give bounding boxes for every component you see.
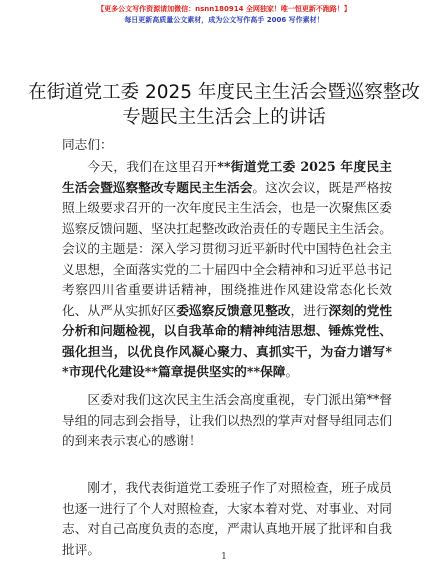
paragraph-opening [62, 157, 392, 383]
banner-line-update: 每日更新高质量公文素材，成为公文写作高手 2006 写作素材！ [124, 16, 324, 24]
p1-emphasis-analysis: 深刻的党性分析和问题检视，以自我革命的精神纯洁思想、锤炼党性、强化担当，以优良作风凝心聚力、真抓实干，为奋力谱写**市现代化建设**篇章提供坚实的**保障 [62, 302, 393, 379]
header-banner [0, 4, 448, 26]
p1-meeting-name: **街道党工委 2025 年度民主生活会暨巡察整改专题民主生活会 [62, 159, 392, 195]
p1-text-e: ，进行 [290, 302, 329, 318]
page-number: 1 [221, 552, 227, 562]
title-line-2: 专题民主生活会上的讲话 [122, 107, 326, 128]
p1-text-c: 。这次会议，既是严格按照上级要求召开的一次年度民主生活会，也是一次聚焦区委巡察反馈问题、坚决扛起整改政治责任的专题民主生活会。会议的主题是：深入学习贯彻习近平新时代中国特色社会主义思想，全面落实党的二十届四中全会精神和习近平总书记考察四川省重要讲话精神，围绕推进作风建设常态化长效化、从严从实抓好区 [62, 179, 393, 318]
document-title [0, 80, 448, 130]
salutation: 同志们： [62, 137, 113, 152]
title-line-1: 在街道党工委 2025 年度民主生活会暨巡察整改 [28, 82, 420, 103]
banner-line-promo: 【更多公文写作资源请加微信：nsnn180914 全网独家！唯一恒更新不跑路！】 [97, 5, 351, 13]
paragraph-acknowledgement: 区委对我们这次民主生活会高度重视，专门派出第**督导组的同志到会指导，让我们以热烈的掌声对督导组同志们的到来表示衷心的感谢！ [62, 392, 392, 448]
p1-text-a: 今天，我们在这里召开 [87, 159, 218, 174]
paragraph-review: 刚才，我代表街道党工委班子作了对照检查，班子成员也逐一进行了个人对照检查，大家本着对党、对事业、对同志、对自己高度负责的态度，严肃认真地开展了批评和自我批评。 [62, 480, 392, 557]
p1-emphasis-rectification: 委巡察反馈意见整改 [176, 302, 291, 318]
p1-text-g: 。 [285, 364, 299, 379]
